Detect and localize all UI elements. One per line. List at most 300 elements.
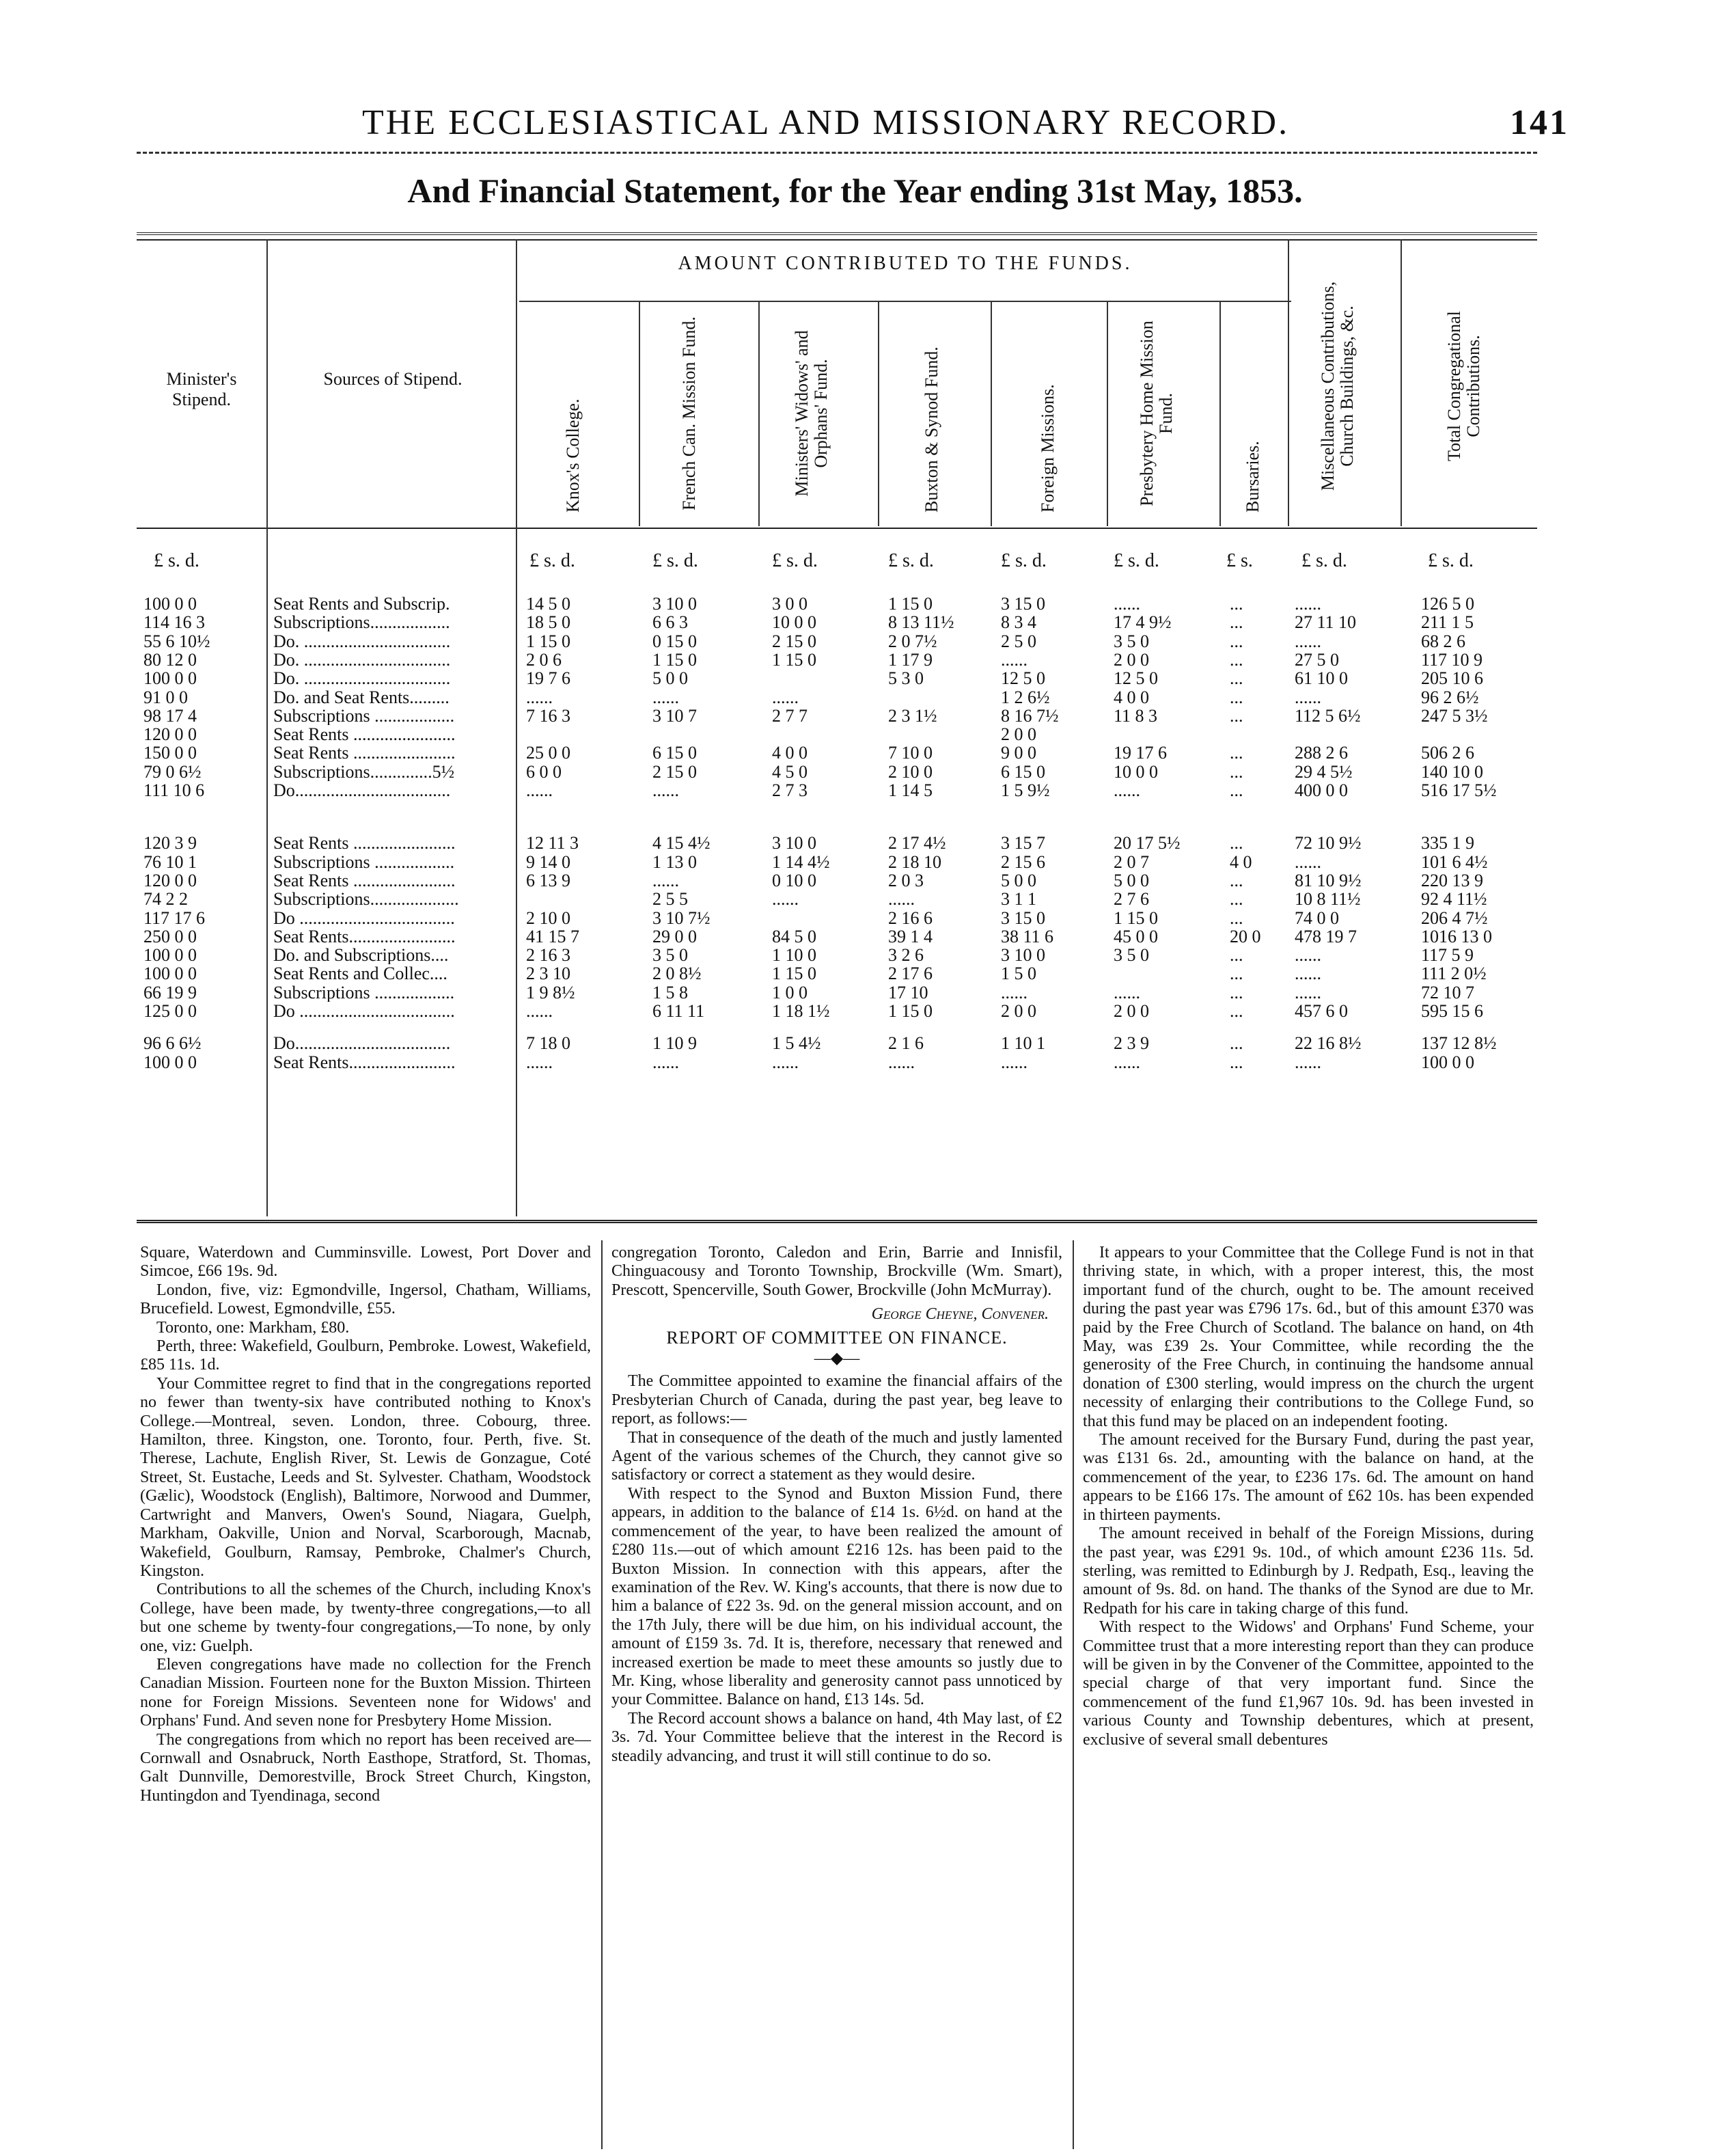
fund-amount-cell: 140 10 0 xyxy=(1421,761,1483,782)
fund-amount-cell: 2 5 0 xyxy=(1001,631,1036,651)
fund-header-buxton: Buxton & Synod Fund. xyxy=(922,346,941,513)
stipend-cell: 150 0 0 xyxy=(143,743,197,763)
fund-amount-cell: 0 10 0 xyxy=(772,870,816,890)
fund-amount-cell: 2 3 9 xyxy=(1114,1033,1149,1054)
column-divider xyxy=(1219,301,1221,526)
fund-amount-cell: ...... xyxy=(1001,649,1028,670)
stipend-cell: 100 0 0 xyxy=(143,945,197,966)
fund-amount-cell: 117 5 9 xyxy=(1421,945,1474,966)
fund-amount-cell: 96 2 6½ xyxy=(1421,687,1479,707)
paragraph: London, five, viz: Egmondville, Ingersol, Chatham, Williams, Brucefield. Lowest, Egmondville, £55. xyxy=(140,1281,591,1318)
fund-amount-cell: 4 0 0 xyxy=(1114,687,1149,707)
fund-amount-cell: 595 15 6 xyxy=(1421,1001,1483,1021)
stipend-cell: 100 0 0 xyxy=(143,1052,197,1072)
source-cell: Subscriptions.................. xyxy=(273,613,450,632)
fund-amount-cell: 6 6 3 xyxy=(652,612,688,633)
fund-amount-cell: 29 0 0 xyxy=(652,926,697,946)
fund-amount-cell: ...... xyxy=(526,1001,553,1021)
fund-amount-cell: ...... xyxy=(526,780,553,800)
fund-amount-cell: 2 16 3 xyxy=(526,945,570,966)
fund-amount-cell: 457 6 0 xyxy=(1295,1001,1348,1021)
fund-amount-cell: ...... xyxy=(1295,851,1321,872)
fund-header-knox: Knox's College. xyxy=(563,398,583,513)
paragraph: With respect to the Widows' and Orphans' Fund Scheme, your Committee trust that a more interesting report than they can produce will be given in by the Convener of the Committee, appointed to the special charge of that very important fund. Since the commencement of the fund £1,967 10s. 9d. has been invested in various County and Township debentures, which at present, exclusive of several small debentures xyxy=(1083,1618,1534,1749)
fund-header-presbytery: Presbytery Home Mission Fund. xyxy=(1137,320,1176,506)
fund-amount-cell: 41 15 7 xyxy=(526,926,579,946)
fund-amount-cell: ...... xyxy=(1114,982,1140,1002)
source-cell: Subscriptions .................. xyxy=(273,706,455,725)
source-cell: Do. ................................. xyxy=(273,669,451,688)
signature: George Cheyne, Convener. xyxy=(871,1305,1049,1324)
fund-amount-cell: 2 0 3 xyxy=(888,870,924,890)
fund-header-misc: Miscellaneous Contributions, Church Buildings, &c. xyxy=(1318,281,1357,491)
fund-amount-cell: 1 10 9 xyxy=(652,1033,697,1054)
fund-amount-cell: ...... xyxy=(772,889,799,910)
fund-amount-cell: 18 5 0 xyxy=(526,612,570,633)
paragraph: Contributions to all the schemes of the Church, including Knox's College, have been made, by twenty-three congregations,—to all but one scheme by twenty-four congregations,—To none, by only one, viz: Guelph. xyxy=(140,1581,591,1655)
fund-amount-cell: ...... xyxy=(1295,687,1321,707)
units-label: £ s. d. xyxy=(1301,550,1347,571)
fund-amount-cell: 10 0 0 xyxy=(772,612,816,633)
stipend-cell: 91 0 0 xyxy=(143,687,188,707)
source-cell: Seat Rents ....................... xyxy=(273,834,456,853)
column-divider xyxy=(758,301,760,526)
fund-amount-cell: 7 16 3 xyxy=(526,705,570,726)
stipend-cell: 96 6 6½ xyxy=(143,1033,202,1054)
header-rule xyxy=(137,152,1537,154)
fund-amount-cell: 19 17 6 xyxy=(1114,743,1167,763)
fund-amount-cell: 72 10 9½ xyxy=(1295,833,1362,854)
column-divider xyxy=(991,301,992,526)
stipend-cell: 125 0 0 xyxy=(143,1001,197,1021)
fund-amount-cell: 506 2 6 xyxy=(1421,743,1474,763)
fund-amount-cell: 20 17 5½ xyxy=(1114,833,1181,854)
fund-amount-cell: ...... xyxy=(772,1052,799,1072)
fund-amount-cell: 1 15 0 xyxy=(772,649,816,670)
source-cell: Subscriptions .................. xyxy=(273,983,455,1002)
fund-amount-cell: 17 10 xyxy=(888,982,928,1002)
fund-amount-cell: 1 15 0 xyxy=(652,649,697,670)
source-cell: Seat Rents and Collec.... xyxy=(273,964,447,983)
report-heading: REPORT OF COMMITTEE ON FINANCE. xyxy=(666,1327,1008,1348)
source-cell: Seat Rents ....................... xyxy=(273,725,456,744)
source-cell: Seat Rents........................ xyxy=(273,927,456,946)
fund-header-foreign: Foreign Missions. xyxy=(1038,384,1058,513)
column-rule xyxy=(601,1240,603,2149)
fund-amount-cell: 1 2 6½ xyxy=(1001,687,1050,707)
fund-amount-cell: 2 7 6 xyxy=(1114,889,1149,910)
fund-amount-cell: 2 15 0 xyxy=(772,631,816,651)
units-label: £ s. d. xyxy=(1001,550,1047,571)
column-divider xyxy=(1288,239,1289,526)
stipend-cell: 76 10 1 xyxy=(143,851,197,872)
paragraph: It appears to your Committee that the College Fund is not in that thriving state, in which, with a proper interest, this, the most important fund of the church, ought to be. The amount received during the past year was £796 17s. 6d., but of this amount £370 was paid by the Free Church of Scotland. The balance on hand, on 4th May, was £39 2s. Your Committee, while recording the the generosity of the Free Church, in continuing the handsome annual donation of £300 sterling, would impress on the church the urgent necessity of enlarging their contributions to the College Fund, so that this fund may be placed on an independent footing. xyxy=(1083,1244,1534,1430)
fund-amount-cell: 22 16 8½ xyxy=(1295,1033,1362,1054)
units-label: £ s. d. xyxy=(888,550,934,571)
fund-amount-cell: 1 15 0 xyxy=(526,631,570,651)
fund-amount-cell: 3 10 7 xyxy=(652,705,697,726)
text-column-right xyxy=(1083,1244,1534,1749)
fund-amount-cell: 1 15 0 xyxy=(1114,908,1158,928)
source-cell: Subscriptions..............5½ xyxy=(273,762,455,781)
fund-amount-cell: 1 5 8 xyxy=(652,982,688,1002)
fund-amount-cell: 10 8 11½ xyxy=(1295,889,1361,910)
paragraph: That in consequence of the death of the much and justly lamented Agent of the various schemes of the Church, they cannot give so satisfactory or correct a statement as they would desire. xyxy=(611,1428,1062,1484)
fund-amount-cell: 4 0 xyxy=(1230,851,1252,872)
stipend-cell: 111 10 6 xyxy=(143,780,205,800)
fund-amount-cell: 101 6 4½ xyxy=(1421,851,1488,872)
stipend-cell: 120 0 0 xyxy=(143,724,197,745)
fund-amount-cell: 288 2 6 xyxy=(1295,743,1348,763)
fund-amount-cell: 12 5 0 xyxy=(1001,668,1045,689)
paragraph: Your Committee regret to find that in the congregations reported no fewer than twenty-six have contributed nothing to Knox's College.—Montreal, seven. London, three. Cobourg, three. Hamilton, three. Kingston, one. Toronto, four. Perth, five. St. Therese, Lachute, English River, St. Lewis de Gonzague, Coté Street, St. Eustache, Leeds and St. Sylvester. Chatham, Woodstock (Gælic), Woodstock (English), Baltimore, Norwood and Dummer, Cartwright and Manvers, Owen's Sound, Niagara, Guelph, Markham, Oakville, Union and Norval, Scarborough, Macnab, Wakefield, Goulburn, Ramsay, Pembroke, Chalmer's Church, Kingston. xyxy=(140,1374,591,1580)
fund-amount-cell: ... xyxy=(1230,1001,1243,1021)
fund-amount-cell: 1 5 4½ xyxy=(772,1033,821,1054)
fund-amount-cell: 1 10 0 xyxy=(772,945,816,966)
fund-amount-cell: 1 15 0 xyxy=(888,1001,933,1021)
fund-amount-cell: 19 7 6 xyxy=(526,668,570,689)
stipend-cell: 74 2 2 xyxy=(143,889,188,910)
fund-amount-cell: 2 3 10 xyxy=(526,964,570,984)
fund-amount-cell: 12 11 3 xyxy=(526,833,579,854)
fund-header-bursaries: Bursaries. xyxy=(1243,441,1263,513)
units-label: £ s. d. xyxy=(1114,550,1159,571)
fund-amount-cell: ... xyxy=(1230,982,1243,1002)
fund-amount-cell: ...... xyxy=(1114,594,1140,614)
fund-amount-cell: 3 5 0 xyxy=(652,945,688,966)
fund-amount-cell: 61 10 0 xyxy=(1295,668,1348,689)
fund-amount-cell: 100 0 0 xyxy=(1421,1052,1474,1072)
stipend-cell: 55 6 10½ xyxy=(143,631,210,651)
fund-amount-cell: ... xyxy=(1230,908,1243,928)
fund-amount-cell: 84 5 0 xyxy=(772,926,816,946)
fund-amount-cell: ...... xyxy=(652,687,679,707)
fund-amount-cell: 2 0 7½ xyxy=(888,631,937,651)
fund-header-widows: Ministers' Widows' and Orphans' Fund. xyxy=(792,330,831,497)
fund-amount-cell: ...... xyxy=(1001,982,1028,1002)
fund-amount-cell: ... xyxy=(1230,761,1243,782)
fund-amount-cell: 14 5 0 xyxy=(526,594,570,614)
fund-amount-cell: 5 0 0 xyxy=(652,668,688,689)
stipend-cell: 250 0 0 xyxy=(143,926,197,946)
fund-amount-cell: 1 18 1½ xyxy=(772,1001,830,1021)
fund-amount-cell: ... xyxy=(1230,687,1243,707)
fund-amount-cell: ... xyxy=(1230,1033,1243,1054)
fund-amount-cell: 5 0 0 xyxy=(1114,870,1149,890)
units-label: £ s. d. xyxy=(652,550,698,571)
fund-amount-cell: 2 15 0 xyxy=(652,761,697,782)
text-column-left xyxy=(140,1244,591,1805)
title-rule xyxy=(137,232,1537,235)
fund-amount-cell: 74 0 0 xyxy=(1295,908,1339,928)
fund-amount-cell: 2 0 8½ xyxy=(652,964,702,984)
fund-amount-cell: ... xyxy=(1230,1052,1243,1072)
fund-amount-cell: ... xyxy=(1230,668,1243,689)
fund-amount-cell: 3 15 0 xyxy=(1001,908,1045,928)
fund-amount-cell: ...... xyxy=(652,870,679,890)
fund-amount-cell: 4 0 0 xyxy=(772,743,808,763)
fund-amount-cell: 2 0 0 xyxy=(1001,724,1036,745)
fund-amount-cell: 1 15 0 xyxy=(888,594,933,614)
fund-amount-cell: 112 5 6½ xyxy=(1295,705,1361,726)
fund-amount-cell: ... xyxy=(1230,780,1243,800)
fund-amount-cell: 1 15 0 xyxy=(772,964,816,984)
fund-header-french: French Can. Mission Fund. xyxy=(679,316,699,510)
fund-amount-cell: 2 0 0 xyxy=(1001,1001,1036,1021)
units-label: £ s. d. xyxy=(772,550,818,571)
fund-amount-cell: 27 5 0 xyxy=(1295,649,1339,670)
paragraph: Perth, three: Wakefield, Goulburn, Pembroke. Lowest, Wakefield, £85 11s. 1d. xyxy=(140,1337,591,1374)
fund-amount-cell: 2 5 5 xyxy=(652,889,688,910)
source-cell: Seat Rents ....................... xyxy=(273,743,456,763)
fund-amount-cell: 247 5 3½ xyxy=(1421,705,1488,726)
fund-amount-cell: 39 1 4 xyxy=(888,926,933,946)
fund-amount-cell: 81 10 9½ xyxy=(1295,870,1362,890)
fund-amount-cell: 1 0 0 xyxy=(772,982,808,1002)
fund-amount-cell: 92 4 11½ xyxy=(1421,889,1487,910)
fund-amount-cell: 3 10 0 xyxy=(652,594,697,614)
fund-amount-cell: 7 10 0 xyxy=(888,743,933,763)
fund-amount-cell: ...... xyxy=(1295,594,1321,614)
fund-amount-cell: 2 17 6 xyxy=(888,964,933,984)
stipend-cell: 79 0 6½ xyxy=(143,761,202,782)
fund-amount-cell: 1 14 5 xyxy=(888,780,933,800)
fund-amount-cell: 9 14 0 xyxy=(526,851,570,872)
stipend-cell: 98 17 4 xyxy=(143,705,197,726)
fund-amount-cell: 3 5 0 xyxy=(1114,631,1149,651)
fund-amount-cell: ...... xyxy=(652,780,679,800)
fund-amount-cell: 8 13 11½ xyxy=(888,612,954,633)
fund-amount-cell: ...... xyxy=(1114,1052,1140,1072)
fund-amount-cell: 0 15 0 xyxy=(652,631,697,651)
source-cell: Seat Rents ....................... xyxy=(273,871,456,890)
fund-amount-cell: 3 15 0 xyxy=(1001,594,1045,614)
fund-amount-cell: ... xyxy=(1230,945,1243,966)
source-cell: Do................................... xyxy=(273,781,451,800)
fund-amount-cell: ...... xyxy=(888,889,915,910)
source-cell: Do................................... xyxy=(273,1034,451,1053)
fund-amount-cell: 6 15 0 xyxy=(1001,761,1045,782)
fund-amount-cell: 478 19 7 xyxy=(1295,926,1357,946)
fund-amount-cell: 1 10 1 xyxy=(1001,1033,1045,1054)
paragraph: With respect to the Synod and Buxton Mission Fund, there appears, in addition to the balance of £14 1s. 6½d. on hand at the commencement of the year, to have been realized the amount of £280 11s.—out of which amount £216 12s. has been paid to the Buxton Mission. In connection with this appears, after the examination of the Rev. W. King's accounts, that there is now due to him a balance of £22 3s. 9d. on the general mission account, and on the 17th July, there will be due him, on his individual account, the amount of £159 3s. 7d. It is, therefore, necessary that renewed and increased exertion be made to meet these amounts so justly due to Mr. King, whose liberality and generosity cannot pass unnoticed by your Committee. Balance on hand, £13 14s. 5d. xyxy=(611,1484,1062,1709)
fund-amount-cell: 111 2 0½ xyxy=(1421,964,1487,984)
stipend-cell: 120 0 0 xyxy=(143,870,197,890)
fund-amount-cell: 17 4 9½ xyxy=(1114,612,1172,633)
source-cell: Seat Rents and Subscrip. xyxy=(273,595,450,613)
fund-amount-cell: 27 11 10 xyxy=(1295,612,1357,633)
fund-amount-cell: 68 2 6 xyxy=(1421,631,1465,651)
fund-amount-cell: 2 0 7 xyxy=(1114,851,1149,872)
fund-amount-cell: ...... xyxy=(1295,1052,1321,1072)
fund-amount-cell: ... xyxy=(1230,631,1243,651)
source-cell: Do ................................... xyxy=(273,1002,455,1020)
fund-amount-cell: ...... xyxy=(526,1052,553,1072)
fund-amount-cell: 4 5 0 xyxy=(772,761,808,782)
fund-amount-cell: 2 17 4½ xyxy=(888,833,946,854)
fund-amount-cell: 5 3 0 xyxy=(888,668,924,689)
fund-amount-cell: 2 0 6 xyxy=(526,649,562,670)
fund-amount-cell: 2 0 0 xyxy=(1114,1001,1149,1021)
fund-amount-cell: 5 0 0 xyxy=(1001,870,1036,890)
fund-amount-cell: 72 10 7 xyxy=(1421,982,1474,1002)
fund-amount-cell: 29 4 5½ xyxy=(1295,761,1353,782)
fund-amount-cell: ... xyxy=(1230,594,1243,614)
journal-title: THE ECCLESIASTICAL AND MISSIONARY RECORD. xyxy=(362,103,1290,142)
fund-amount-cell: 4 15 4½ xyxy=(652,833,711,854)
stipend-cell: 66 19 9 xyxy=(143,982,197,1002)
fund-amount-cell: ... xyxy=(1230,705,1243,726)
fund-amount-cell: 3 15 7 xyxy=(1001,833,1045,854)
fund-amount-cell: 45 0 0 xyxy=(1114,926,1158,946)
fund-amount-cell: 6 11 11 xyxy=(652,1001,705,1021)
fund-amount-cell: 2 0 0 xyxy=(1114,649,1149,670)
table-end-rule xyxy=(137,1220,1537,1223)
fund-amount-cell: ...... xyxy=(652,1052,679,1072)
fund-amount-cell: ... xyxy=(1230,649,1243,670)
source-cell: Seat Rents........................ xyxy=(273,1052,456,1072)
fund-amount-cell: 117 10 9 xyxy=(1421,649,1483,670)
units-label: £ s. d. xyxy=(154,550,199,571)
fund-amount-cell: 20 0 xyxy=(1230,926,1261,946)
fund-amount-cell: 3 0 0 xyxy=(772,594,808,614)
fund-amount-cell: ...... xyxy=(1001,1052,1028,1072)
source-cell: Do. ................................. xyxy=(273,631,451,651)
units-label: £ s. d. xyxy=(529,550,575,571)
fund-amount-cell: ...... xyxy=(1295,982,1321,1002)
fund-amount-cell: 1 13 0 xyxy=(652,851,697,872)
fund-amount-cell: 205 10 6 xyxy=(1421,668,1483,689)
fund-amount-cell: ...... xyxy=(1295,631,1321,651)
fund-amount-cell: 3 5 0 xyxy=(1114,945,1149,966)
stipend-cell: 100 0 0 xyxy=(143,668,197,689)
column-divider xyxy=(516,239,517,1216)
source-cell: Subscriptions.................... xyxy=(273,890,459,909)
source-cell: Do. ................................. xyxy=(273,650,451,669)
fund-amount-cell: 1 17 9 xyxy=(888,649,933,670)
fund-amount-cell: 38 11 6 xyxy=(1001,926,1054,946)
column-rule xyxy=(1073,1240,1074,2149)
fund-amount-cell: ...... xyxy=(1295,964,1321,984)
page-number: 141 xyxy=(1510,103,1569,142)
fund-amount-cell: ...... xyxy=(888,1052,915,1072)
fund-amount-cell: 2 3 1½ xyxy=(888,705,937,726)
paragraph: The Record account shows a balance on hand, 4th May last, of £2 3s. 7d. Your Committee believe that the interest in the Record is steadily advancing, and trust it will still continue to do so. xyxy=(611,1709,1062,1765)
paragraph: Toronto, one: Markham, £80. xyxy=(156,1318,350,1337)
paragraph: The Committee appointed to examine the financial affairs of the Presbyterian Church of Canada, during the past year, beg leave to report, as follows:— xyxy=(611,1372,1062,1428)
fund-amount-cell: 3 10 7½ xyxy=(652,908,711,928)
stipend-cell: 100 0 0 xyxy=(143,594,197,614)
fund-amount-cell: 25 0 0 xyxy=(526,743,570,763)
stipend-cell: 114 16 3 xyxy=(143,612,206,633)
fund-amount-cell: 1 14 4½ xyxy=(772,851,830,872)
fund-amount-cell: 1 5 0 xyxy=(1001,964,1036,984)
source-cell: Do ................................... xyxy=(273,908,455,927)
fund-amount-cell: ... xyxy=(1230,833,1243,854)
fund-amount-cell: 9 0 0 xyxy=(1001,743,1036,763)
fund-amount-cell: 211 1 5 xyxy=(1421,612,1474,633)
ornament: —◆— xyxy=(814,1350,860,1368)
fund-amount-cell: 206 4 7½ xyxy=(1421,908,1488,928)
fund-amount-cell: 8 3 4 xyxy=(1001,612,1036,633)
text-column-middle xyxy=(611,1244,1062,1766)
fund-amount-cell: ...... xyxy=(772,687,799,707)
source-cell: Do. and Subscriptions.... xyxy=(273,946,449,965)
fund-amount-cell: 12 5 0 xyxy=(1114,668,1158,689)
fund-amount-cell: 1016 13 0 xyxy=(1421,926,1492,946)
fund-amount-cell: 3 10 0 xyxy=(772,833,816,854)
fund-amount-cell: 220 13 9 xyxy=(1421,870,1483,890)
fund-amount-cell: 2 18 10 xyxy=(888,851,941,872)
fund-amount-cell: 2 10 0 xyxy=(526,908,570,928)
column-divider xyxy=(878,301,879,526)
group-rule xyxy=(519,301,1291,302)
fund-amount-cell: ... xyxy=(1230,889,1243,910)
paragraph: Square, Waterdown and Cumminsville. Lowest, Port Dover and Simcoe, £66 19s. 9d. xyxy=(140,1244,591,1281)
fund-amount-cell: 3 1 1 xyxy=(1001,889,1036,910)
fund-amount-cell: 2 7 7 xyxy=(772,705,808,726)
stipend-cell: 120 3 9 xyxy=(143,833,197,854)
fund-amount-cell: 126 5 0 xyxy=(1421,594,1474,614)
fund-amount-cell: ...... xyxy=(1114,780,1140,800)
source-cell: Do. and Seat Rents......... xyxy=(273,687,450,707)
fund-amount-cell: ...... xyxy=(526,687,553,707)
fund-amount-cell: 1 5 9½ xyxy=(1001,780,1050,800)
column-divider xyxy=(639,301,640,526)
stipend-header: Minister's Stipend. xyxy=(166,369,237,409)
fund-amount-cell: 2 7 3 xyxy=(772,780,808,800)
units-label: £ s. xyxy=(1226,550,1253,571)
fund-amount-cell: 1 9 8½ xyxy=(526,982,575,1002)
fund-amount-cell: 8 16 7½ xyxy=(1001,705,1059,726)
stipend-cell: 80 12 0 xyxy=(143,649,197,670)
fund-amount-cell: 2 16 6 xyxy=(888,908,933,928)
fund-amount-cell: ...... xyxy=(1295,945,1321,966)
fund-amount-cell: ... xyxy=(1230,612,1243,633)
fund-amount-cell: ... xyxy=(1230,964,1243,984)
amount-contributed-header: AMOUNT CONTRIBUTED TO THE FUNDS. xyxy=(678,253,1133,274)
fund-amount-cell: 516 17 5½ xyxy=(1421,780,1497,800)
fund-amount-cell: 2 15 6 xyxy=(1001,851,1045,872)
statement-title: And Financial Statement, for the Year ending 31st May, 1853. xyxy=(407,172,1303,210)
fund-amount-cell: 137 12 8½ xyxy=(1421,1033,1497,1054)
fund-amount-cell: 400 0 0 xyxy=(1295,780,1348,800)
paragraph: The congregations from which no report has been received are—Cornwall and Osnabruck, North Easthope, Stratford, St. Thomas, Galt Dunnville, Demorestville, Brock Street Church, Kingston, Huntingdon and Tyendinaga, second xyxy=(140,1730,591,1805)
units-label: £ s. d. xyxy=(1428,550,1474,571)
fund-amount-cell: 7 18 0 xyxy=(526,1033,570,1054)
fund-amount-cell: 3 10 0 xyxy=(1001,945,1045,966)
column-divider xyxy=(266,239,268,1216)
fund-amount-cell: 6 0 0 xyxy=(526,761,562,782)
source-cell: Subscriptions .................. xyxy=(273,852,455,871)
fund-amount-cell: 2 10 0 xyxy=(888,761,933,782)
column-divider xyxy=(1401,239,1402,526)
fund-amount-cell: 11 8 3 xyxy=(1114,705,1158,726)
fund-header-total: Total Congregational Contributions. xyxy=(1444,311,1483,461)
fund-amount-cell: 335 1 9 xyxy=(1421,833,1474,854)
fund-amount-cell: 6 13 9 xyxy=(526,870,570,890)
column-divider xyxy=(1107,301,1108,526)
fund-amount-cell: 2 1 6 xyxy=(888,1033,924,1054)
stipend-cell: 117 17 6 xyxy=(143,908,206,928)
paragraph: Eleven congregations have made no collection for the French Canadian Mission. Fourteen none for the Buxton Mission. Thirteen none for Foreign Missions. Seventeen none for Widows' and Orphans' Fund. And seven none for Presbytery Home Mission. xyxy=(140,1655,591,1730)
fund-amount-cell: 6 15 0 xyxy=(652,743,697,763)
fund-amount-cell: ... xyxy=(1230,870,1243,890)
sources-header: Sources of Stipend. xyxy=(323,369,463,389)
paragraph: congregation Toronto, Caledon and Erin, Barrie and Innisfil, Chinguacousy and Toronto Township, Brockville (Wm. Smart), Prescott, Spencerville, South Gower, Brockville (John McMurray). xyxy=(611,1244,1062,1299)
fund-amount-cell: ... xyxy=(1230,743,1243,763)
paragraph: The amount received in behalf of the Foreign Missions, during the past year, was £291 9s. 10d., of which amount £236 11s. 5d. sterling, was remitted to Edinburgh by J. Redpath, Esq., leaving the amount of 9s. 8d. on hand. The thanks of the Synod are due to Mr. Redpath for his care in taking charge of this fund. xyxy=(1083,1525,1534,1618)
